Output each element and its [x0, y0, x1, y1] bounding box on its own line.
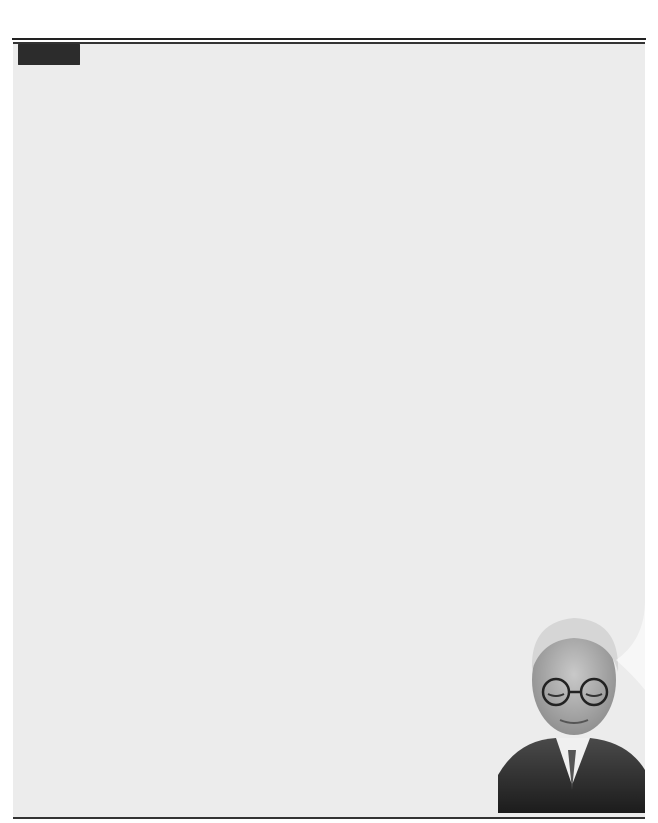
title-rule	[12, 38, 646, 40]
year-badge-2023	[18, 44, 80, 65]
person-photo	[498, 600, 645, 813]
